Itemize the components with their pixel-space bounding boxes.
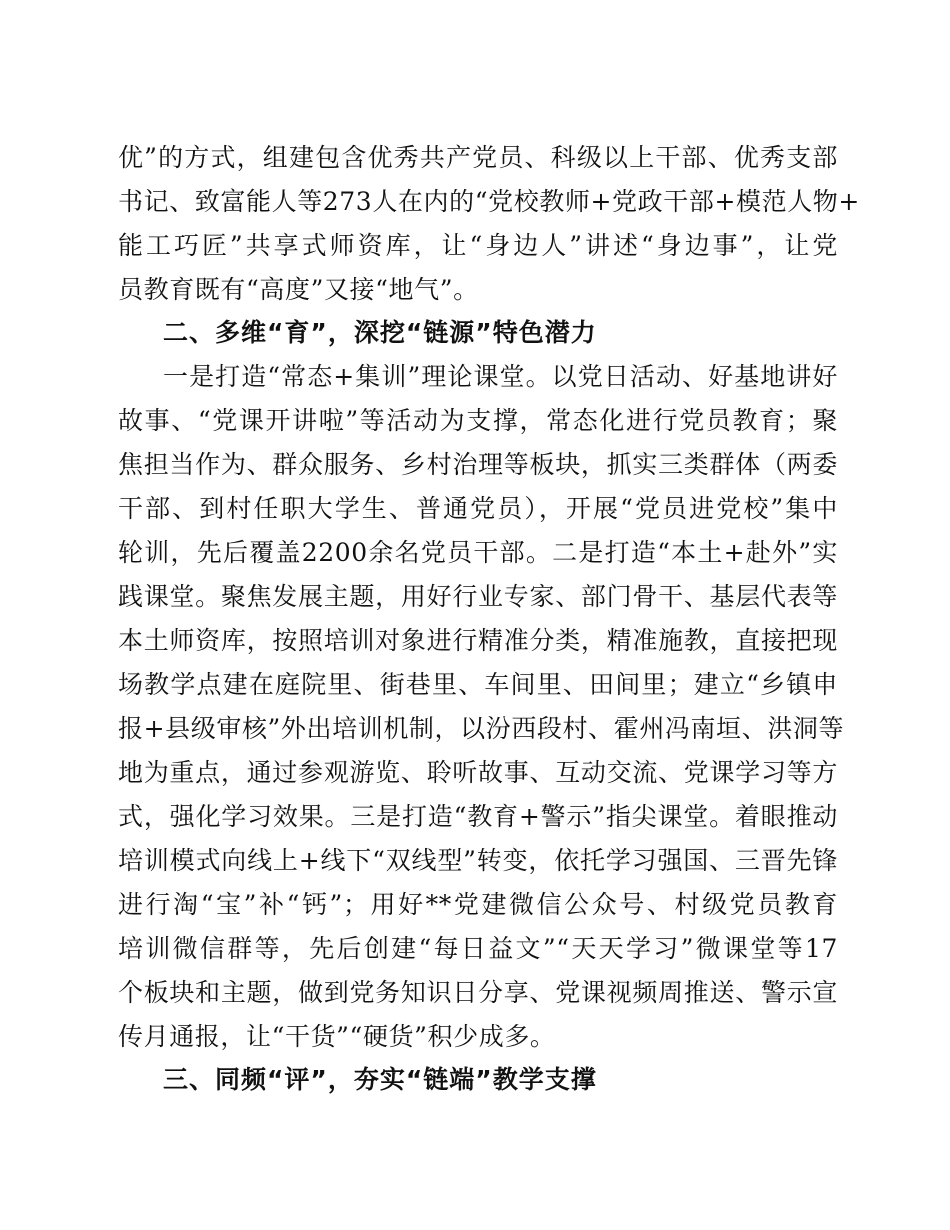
paragraph-1-line: 能工巧匠”共享式师资库，让“身边人”讲述“身边事”，让党 xyxy=(118,231,838,260)
paragraph-2-line: 报+县级审核”外出培训机制，以汾西段村、霍州冯南垣、洪洞等 xyxy=(118,714,845,743)
paragraph-2-line: 式，强化学习效果。三是打造“教育+警示”指尖课堂。着眼推动 xyxy=(118,802,838,831)
paragraph-2-line: 干部、到村任职大学生、普通党员），开展“党员进党校”集中 xyxy=(118,494,838,523)
paragraph-1-line: 优”的方式，组建包含优秀共产党员、科级以上干部、优秀支部 xyxy=(118,143,838,172)
paragraph-2-line: 场教学点建在庭院里、街巷里、车间里、田间里；建立“乡镇申 xyxy=(118,670,838,699)
paragraph-2-line: 个板块和主题，做到党务知识日分享、党课视频周推送、警示宣 xyxy=(118,978,838,1007)
paragraph-2-line: 传月通报，让“干货”“硬货”积少成多。 xyxy=(118,1022,556,1051)
paragraph-2-line: 培训模式向线上+线下“双线型”转变，依托学习强国、三晋先锋 xyxy=(118,846,838,875)
paragraph-2-line: 一是打造“常态+集训”理论课堂。以党日活动、好基地讲好 xyxy=(163,362,838,391)
paragraph-2-line: 培训微信群等，先后创建“每日益文”“天天学习”微课堂等17 xyxy=(118,934,838,963)
paragraph-2-line: 践课堂。聚焦发展主题，用好行业专家、部门骨干、基层代表等 xyxy=(118,582,838,611)
paragraph-1-line: 员教育既有“高度”又接“地气”。 xyxy=(118,275,479,304)
section-heading-2: 二、多维“育”，深挖“链源”特色潜力 xyxy=(163,318,597,347)
section-heading-3: 三、同频“评”，夯实“链端”教学支撑 xyxy=(163,1065,597,1094)
paragraph-2-line: 焦担当作为、群众服务、乡村治理等板块，抓实三类群体（两委 xyxy=(118,450,838,479)
paragraph-2-line: 故事、“党课开讲啦”等活动为支撑，常态化进行党员教育；聚 xyxy=(118,406,838,435)
paragraph-2-line: 地为重点，通过参观游览、聆听故事、互动交流、党课学习等方 xyxy=(118,758,838,787)
paragraph-2-line: 轮训，先后覆盖2200余名党员干部。二是打造“本土+赴外”实 xyxy=(118,538,838,567)
paragraph-1-line: 书记、致富能人等273人在内的“党校教师+党政干部+模范人物+ xyxy=(118,187,860,216)
paragraph-2-line: 进行淘“宝”补“钙”；用好**党建微信公众号、村级党员教育 xyxy=(118,890,838,919)
paragraph-2-line: 本土师资库，按照培训对象进行精准分类，精准施教，直接把现 xyxy=(118,626,838,655)
